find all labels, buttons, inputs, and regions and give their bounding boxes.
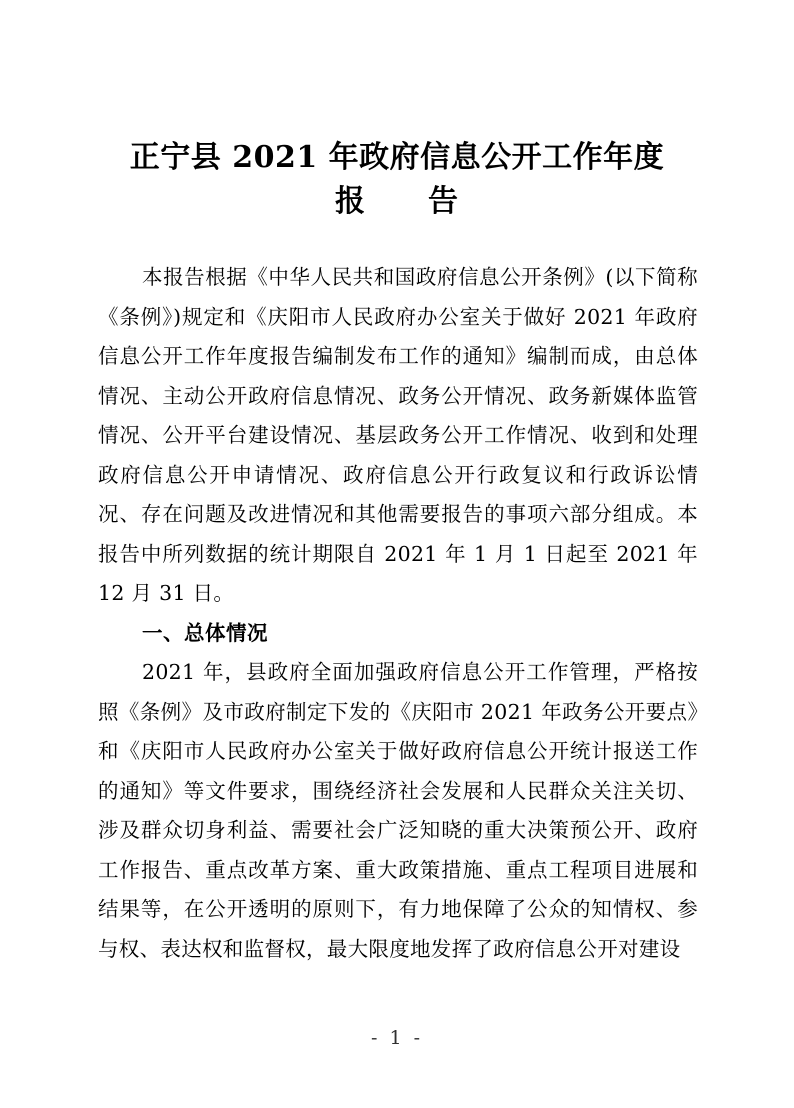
document-title xyxy=(98,136,696,224)
document-body xyxy=(98,258,698,969)
page-number-footer: - 1 - xyxy=(370,1027,423,1049)
document-title-line-2: 报 告 xyxy=(335,184,459,219)
body-paragraph-2: 2021 年，县政府全面加强政府信息公开工作管理，严格按照《条例》及市政府制定下发的《庆阳市 2021 年政务公开要点》和《庆阳市人民政府办公室关于做好政府信息公开统计报送工作的通知》等文件要求，围绕经济社会发展和人民群众关注关切、涉及群众切身利益、需要社会广泛知晓的重大决策预公开、政府工作报告、重点改革方案、重大政策措施、重点工程项目进展和结果等，在公开透明的原则下，有力地保障了公众的知情权、参与权、表达权和监督权，最大限度地发挥了政府信息公开对建设 xyxy=(98,660,698,961)
section-heading-overall-situation: 一、总体情况 xyxy=(142,620,268,645)
body-paragraph-1: 本报告根据《中华人民共和国政府信息公开条例》(以下简称《条例》)规定和《庆阳市人民政府办公室关于做好 2021 年政府信息公开工作年度报告编制发布工作的通知》编制而成，由总体情况、主动公开政府信息情况、政务公开情况、政务新媒体监管情况、公开平台建设情况、基层政务公开工作情况、收到和处理政府信息公开申请情况、政府信息公开行政复议和行政诉讼情况、存在问题及改进情况和其他需要报告的事项六部分组成。本报告中所列数据的统计期限自 2021 年 1 月 1 日起至 2021 年 12 月 31 日。 xyxy=(98,265,698,605)
document-title-line-1: 正宁县 2021 年政府信息公开工作年度 xyxy=(129,140,665,175)
